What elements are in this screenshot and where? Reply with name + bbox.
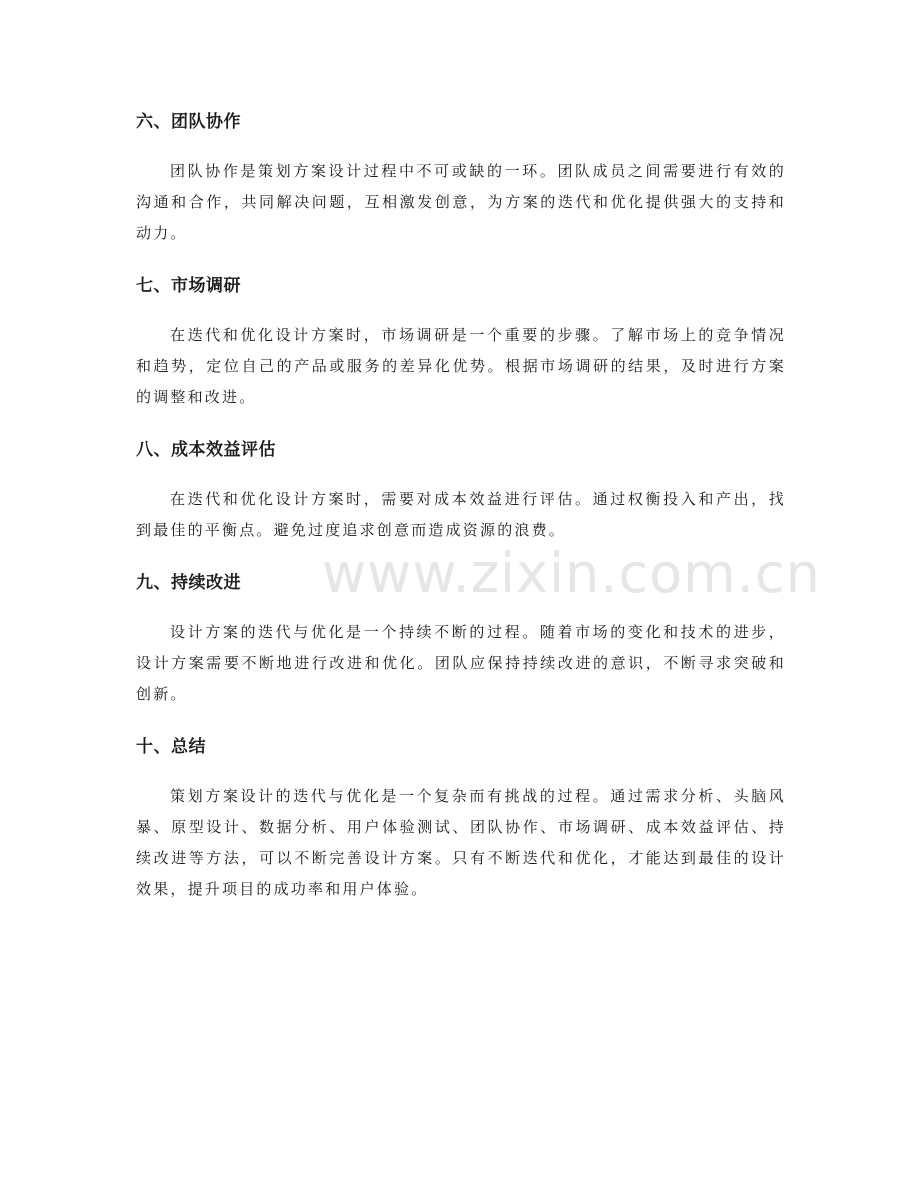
section-paragraph: 策划方案设计的迭代与优化是一个复杂而有挑战的过程。通过需求分析、头脑风暴、原型设计、数据分析、用户体验测试、团队协作、市场调研、成本效益评估、持续改进等方法，可以不断完善设计方案。只有不断迭代和优化，才能达到最佳的设计效果，提升项目的成功率和用户体验。 [136,787,786,898]
document-body [136,108,786,928]
section-paragraph: 在迭代和优化设计方案时，市场调研是一个重要的步骤。了解市场上的竞争情况和趋势，定位自己的产品或服务的差异化优势。根据市场调研的结果，及时进行方案的调整和改进。 [136,326,786,406]
section-heading: 九、持续改进 [136,573,241,593]
section-summary [136,733,786,905]
section-cost-benefit [136,436,786,546]
section-paragraph: 团队协作是策划方案设计过程中不可或缺的一环。团队成员之间需要进行有效的沟通和合作，共同解决问题，互相激发创意，为方案的迭代和优化提供强大的支持和动力。 [136,162,786,242]
section-heading: 六、团队协作 [136,112,241,132]
section-paragraph: 在迭代和优化设计方案时，需要对成本效益进行评估。通过权衡投入和产出，找到最佳的平衡点。避免过度追求创意而造成资源的浪费。 [136,490,786,539]
section-paragraph: 设计方案的迭代与优化是一个持续不断的过程。随着市场的变化和技术的进步，设计方案需要不断地进行改进和优化。团队应保持持续改进的意识，不断寻求突破和创新。 [136,623,786,703]
section-market-research [136,272,786,413]
section-heading: 七、市场调研 [136,276,241,296]
section-heading: 八、成本效益评估 [136,440,276,460]
section-heading: 十、总结 [136,737,206,757]
watermark: www.zixin.com.cn [322,542,821,605]
section-team-collaboration [136,108,786,249]
section-continuous-improvement [136,569,786,710]
